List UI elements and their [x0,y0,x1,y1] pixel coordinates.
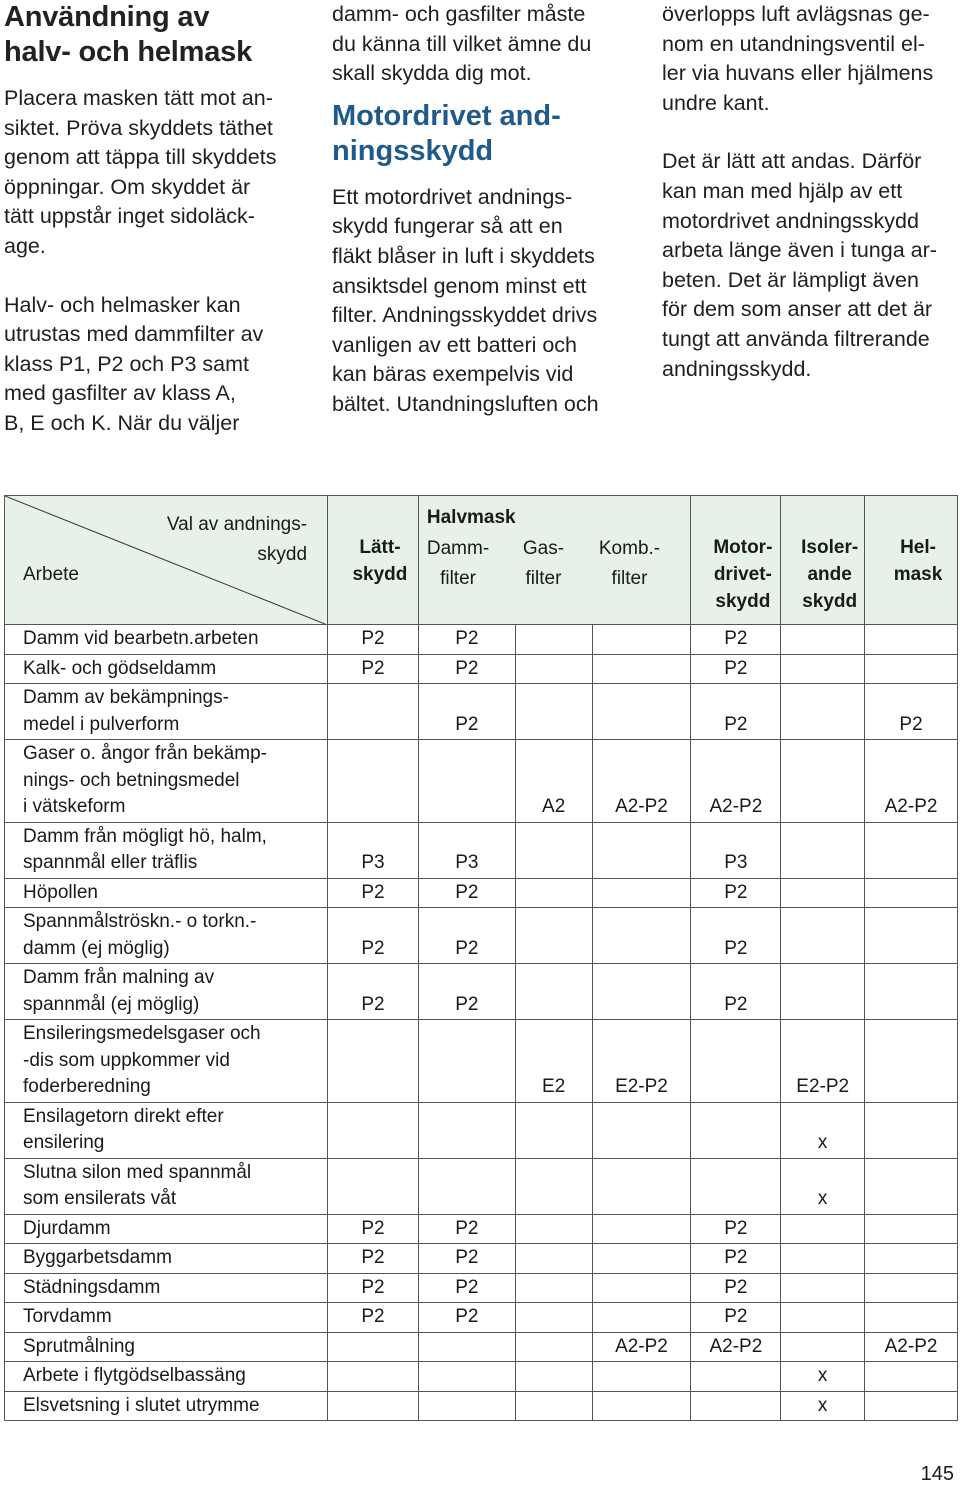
cell-hel [865,1244,958,1274]
cell-komb: A2-P2 [592,1332,691,1362]
text-line: Halv- och helmasker kan [4,292,241,317]
table-row [5,1362,958,1392]
cell-gas [515,1214,592,1244]
cell-damm: P2 [418,964,515,1020]
cell-arbete [5,1332,328,1362]
text-line: tungt att använda filtrerande [662,326,930,351]
cell-isoler [781,908,865,964]
respirator-selection-table [4,495,958,1421]
cell-arbete-line: i vätskeform [23,796,126,817]
cell-arbete-line: Arbete i flytgödselbassäng [23,1365,246,1386]
cell-gas [515,822,592,878]
cell-arbete-line: Spannmålströskn.- o torkn.- [23,911,257,932]
cell-motor [691,1020,781,1103]
cell-gas [515,1102,592,1158]
table-row [5,1273,958,1303]
cell-damm: P3 [418,822,515,878]
table-header-row [5,496,958,625]
cell-latt: P2 [328,908,419,964]
cell-arbete [5,908,328,964]
text-line: undre kant. [662,90,770,115]
section-heading-halv-helmask [4,0,296,70]
cell-isoler [781,1244,865,1274]
cell-arbete [5,964,328,1020]
cell-latt [328,1362,419,1392]
cell-komb [592,1158,691,1214]
paragraph-halv-helmasker [4,291,296,439]
cell-motor: P2 [691,908,781,964]
cell-latt: P2 [328,1244,419,1274]
text-line: för dem som anser att det är [662,297,933,322]
cell-motor [691,1362,781,1392]
text-line: vanligen av ett batteri och [332,332,578,357]
cell-arbete [5,1102,328,1158]
cell-arbete-line: som ensilerats våt [23,1188,177,1209]
cell-motor: P2 [691,1244,781,1274]
cell-komb [592,625,691,655]
cell-arbete-line: Elsvetsning i slutet utrymme [23,1394,260,1416]
cell-damm [418,1391,515,1421]
text-line: Isoler- [801,537,859,558]
cell-motor: P2 [691,1214,781,1244]
text-line: skydd [257,544,308,565]
cell-arbete-line: Kalk- och gödseldamm [23,657,217,679]
cell-arbete-line: Ensileringsmedelsgaser och [23,1023,261,1044]
text-line: tätt uppstår inget sidoläck- [4,204,255,229]
cell-damm [418,1332,515,1362]
text-line: motordrivet andningsskydd [662,208,919,233]
header-val-av-andningsskydd [167,510,307,570]
text-line: skydd [802,591,858,612]
cell-isoler [781,684,865,740]
cell-damm: P2 [418,684,515,740]
cell-damm [418,740,515,823]
cell-gas [515,908,592,964]
cell-arbete-line: Gaser o. ångor från bekämp- [23,743,267,764]
cell-isoler [781,1332,865,1362]
table-row [5,654,958,684]
cell-motor [691,1102,781,1158]
table-body [5,625,958,1421]
cell-arbete [5,1391,328,1421]
cell-motor: P2 [691,625,781,655]
cell-hel [865,1391,958,1421]
text-line: kan bäras exempelvis vid [332,362,574,387]
text-line: Val av andnings- [166,514,308,535]
column-3 [662,0,956,384]
cell-hel [865,1102,958,1158]
cell-arbete-line: Damm vid bearbetn.arbeten [23,628,259,649]
cell-gas [515,964,592,1020]
cell-arbete [5,1362,328,1392]
cell-arbete [5,822,328,878]
cell-isoler [781,878,865,908]
cell-gas [515,1158,592,1214]
cell-gas [515,1303,592,1333]
table-row [5,1391,958,1421]
table-row [5,740,958,823]
text-line: filter [611,568,648,589]
text-line: ansiktsdel genom minst ett [332,273,587,298]
cell-isoler [781,1214,865,1244]
header-helmask [865,496,958,625]
cell-arbete [5,1158,328,1214]
text-line: Damm- [426,538,490,559]
header-lattskydd [328,496,419,625]
cell-arbete-line: Sprutmålning [23,1335,135,1357]
header-gasfilter [523,534,564,594]
table-row [5,684,958,740]
text-line: med gasfilter av klass A, [4,381,236,406]
cell-gas: A2 [515,740,592,823]
cell-hel [865,1214,958,1244]
cell-hel [865,878,958,908]
cell-latt: P2 [328,625,419,655]
section-heading-motordrivet [332,99,624,169]
cell-latt: P2 [328,878,419,908]
cell-gas [515,1362,592,1392]
cell-motor: P3 [691,822,781,878]
cell-latt [328,1158,419,1214]
cell-arbete [5,654,328,684]
cell-arbete-line: Städningsdamm [23,1276,161,1298]
cell-hel [865,1158,958,1214]
cell-motor: A2-P2 [691,740,781,823]
cell-damm: P2 [418,1303,515,1333]
cell-latt [328,1102,419,1158]
cell-gas [515,684,592,740]
cell-damm: P2 [418,1273,515,1303]
text-line: filter [440,568,476,589]
cell-motor: P2 [691,1303,781,1333]
table-row [5,1332,958,1362]
text-line: mask [893,564,943,585]
cell-damm: P2 [418,1214,515,1244]
cell-latt [328,684,419,740]
text-line: filter [525,568,562,589]
cell-isoler [781,822,865,878]
cell-arbete-line: foderberedning [23,1076,151,1097]
paragraph-latt-att-andas [662,147,956,384]
header-halvmask-title: Halvmask [426,507,516,528]
header-halvmask [418,496,691,625]
cell-arbete-line: Damm från malning av [23,967,215,988]
cell-latt [328,1332,419,1362]
cell-komb [592,1214,691,1244]
paragraph-gap [4,262,296,291]
cell-latt: P2 [328,654,419,684]
cell-gas [515,1244,592,1274]
text-line: Komb.- [598,538,661,559]
paragraph-damm-gasfilter [332,0,624,89]
cell-arbete [5,1214,328,1244]
cell-isoler: x [781,1158,865,1214]
cell-hel [865,625,958,655]
text-line: överlopps luft avlägsnas ge- [662,2,930,26]
cell-latt [328,1020,419,1103]
cell-damm [418,1158,515,1214]
cell-komb [592,878,691,908]
column-1 [4,0,296,439]
text-line: Motordrivet and- [332,99,561,132]
header-dammfilter [427,534,489,594]
cell-latt [328,1391,419,1421]
cell-komb [592,822,691,878]
text-line: genom att täppa till skyddets [4,145,277,170]
cell-komb [592,1303,691,1333]
table-row [5,1303,958,1333]
text-line: skydd [715,591,771,612]
text-line: skydd fungerar så att en [332,214,563,239]
table-row [5,1102,958,1158]
text-line: filter. Andningsskyddet drivs [332,303,598,328]
cell-isoler [781,1273,865,1303]
cell-komb [592,1391,691,1421]
cell-damm: P2 [418,654,515,684]
cell-latt: P3 [328,822,419,878]
cell-motor [691,1158,781,1214]
cell-komb [592,908,691,964]
text-line: ningsskydd [332,134,494,167]
cell-arbete [5,1303,328,1333]
cell-komb [592,964,691,1020]
table-row [5,878,958,908]
cell-damm: P2 [418,908,515,964]
cell-hel: A2-P2 [865,740,958,823]
cell-arbete-line: damm (ej möglig) [23,937,170,959]
cell-komb [592,684,691,740]
cell-gas [515,654,592,684]
cell-hel [865,1273,958,1303]
cell-isoler [781,654,865,684]
header-diagonal-cell [5,496,328,625]
cell-hel [865,908,958,964]
table-row [5,1158,958,1214]
cell-isoler: x [781,1362,865,1392]
cell-damm [418,1102,515,1158]
text-line: öppningar. Om skyddet är [4,174,251,199]
cell-komb: A2-P2 [592,740,691,823]
cell-latt: P2 [328,964,419,1020]
cell-arbete [5,1244,328,1274]
header-kombfilter [599,534,660,594]
cell-gas [515,625,592,655]
cell-gas [515,1273,592,1303]
cell-hel [865,1303,958,1333]
cell-latt: P2 [328,1214,419,1244]
cell-damm [418,1020,515,1103]
cell-motor: P2 [691,964,781,1020]
cell-isoler [781,964,865,1020]
paragraph-motordrivet-beskrivning [332,183,624,420]
cell-arbete [5,1020,328,1103]
cell-komb: E2-P2 [592,1020,691,1103]
cell-latt [328,740,419,823]
table-row [5,964,958,1020]
header-isolerande-skydd [781,496,865,625]
cell-isoler [781,1303,865,1333]
table-row [5,908,958,964]
cell-arbete-line: spannmål (ej möglig) [23,993,200,1015]
text-line: Gas- [522,538,565,559]
text-line: fläkt blåser in luft i skyddets [332,243,595,268]
cell-hel: A2-P2 [865,1332,958,1362]
text-line: damm- och gasfilter måste [332,2,586,26]
cell-hel [865,654,958,684]
cell-motor: P2 [691,1273,781,1303]
cell-gas: E2 [515,1020,592,1103]
column-2 [332,0,624,420]
table-row [5,1244,958,1274]
cell-arbete [5,740,328,823]
text-line: Ett motordrivet andnings- [332,184,573,209]
text-line: Användning av [4,1,210,33]
text-line: skall skydda dig mot. [332,61,532,86]
text-line: Det är lätt att andas. Därför [662,149,922,174]
text-line: du känna till vilket ämne du [332,31,592,56]
cell-arbete-line: Torvdamm [23,1306,112,1327]
cell-hel: P2 [865,684,958,740]
cell-komb [592,1273,691,1303]
text-line: bältet. Utandningsluften och [332,391,599,416]
table-row [5,822,958,878]
cell-arbete-line: -dis som uppkommer vid [23,1049,230,1071]
cell-isoler [781,625,865,655]
cell-motor: P2 [691,684,781,740]
cell-komb [592,1102,691,1158]
cell-isoler: E2-P2 [781,1020,865,1103]
cell-arbete-line: medel i pulverform [23,713,180,735]
cell-latt: P2 [328,1273,419,1303]
cell-arbete-line: ensilering [23,1132,105,1153]
text-line: Motor- [713,537,773,558]
text-line: utrustas med dammfilter av [4,322,264,347]
cell-arbete [5,625,328,655]
table-row [5,1020,958,1103]
cell-gas [515,878,592,908]
text-line: arbeta länge även i tunga ar- [662,238,937,263]
text-line: Hel- [900,537,936,558]
cell-motor: A2-P2 [691,1332,781,1362]
table-row [5,625,958,655]
cell-arbete [5,1273,328,1303]
text-line: skydd [352,564,408,585]
text-line: andningsskydd. [662,356,812,381]
cell-arbete-line: Damm från mögligt hö, halm, [23,825,267,847]
paragraph-overlopps-luft [662,0,956,118]
page-number: 145 [920,1463,954,1485]
text-line: age. [4,233,46,258]
cell-damm: P2 [418,625,515,655]
cell-hel [865,964,958,1020]
text-line: ande [807,564,852,585]
cell-damm: P2 [418,878,515,908]
cell-arbete-line: nings- och betningsmedel [23,769,240,791]
text-line: ler via huvans eller hjälmens [662,61,934,86]
text-line: siktet. Pröva skyddets täthet [4,115,273,140]
cell-arbete-line: Damm av bekämpnings- [23,687,229,708]
text-line: drivet- [713,564,772,585]
paragraph-placera-masken [4,84,296,262]
text-line: kan man med hjälp av ett [662,178,903,203]
cell-komb [592,1244,691,1274]
table-row [5,1214,958,1244]
text-line: B, E och K. När du väljer [4,410,240,435]
header-arbete: Arbete [23,564,79,585]
text-line: beten. Det är lämpligt även [662,267,919,292]
cell-arbete-line: spannmål eller träflis [23,852,198,873]
cell-gas [515,1332,592,1362]
cell-isoler [781,740,865,823]
text-line: halv- och helmask [4,36,253,68]
text-line: nom en utandningsventil el- [662,31,925,56]
cell-arbete-line: Byggarbetsdamm [23,1247,172,1268]
header-motordrivet-skydd [691,496,781,625]
paragraph-gap [662,118,956,147]
cell-hel [865,1020,958,1103]
cell-damm: P2 [418,1244,515,1274]
cell-arbete-line: Höpollen [23,881,98,903]
cell-arbete-line: Ensilagetorn direkt efter [23,1105,224,1127]
cell-hel [865,1362,958,1392]
text-line: klass P1, P2 och P3 samt [4,351,249,376]
cell-isoler: x [781,1391,865,1421]
cell-isoler: x [781,1102,865,1158]
cell-motor [691,1391,781,1421]
cell-damm [418,1362,515,1392]
text-line: Lätt- [359,537,401,558]
text-line: Placera masken tätt mot an- [4,86,273,110]
cell-arbete [5,684,328,740]
cell-komb [592,654,691,684]
cell-gas [515,1391,592,1421]
cell-hel [865,822,958,878]
cell-motor: P2 [691,654,781,684]
cell-arbete-line: Djurdamm [23,1217,111,1239]
cell-komb [592,1362,691,1392]
cell-latt: P2 [328,1303,419,1333]
cell-motor: P2 [691,878,781,908]
cell-arbete-line: Slutna silon med spannmål [23,1161,252,1183]
cell-arbete [5,878,328,908]
